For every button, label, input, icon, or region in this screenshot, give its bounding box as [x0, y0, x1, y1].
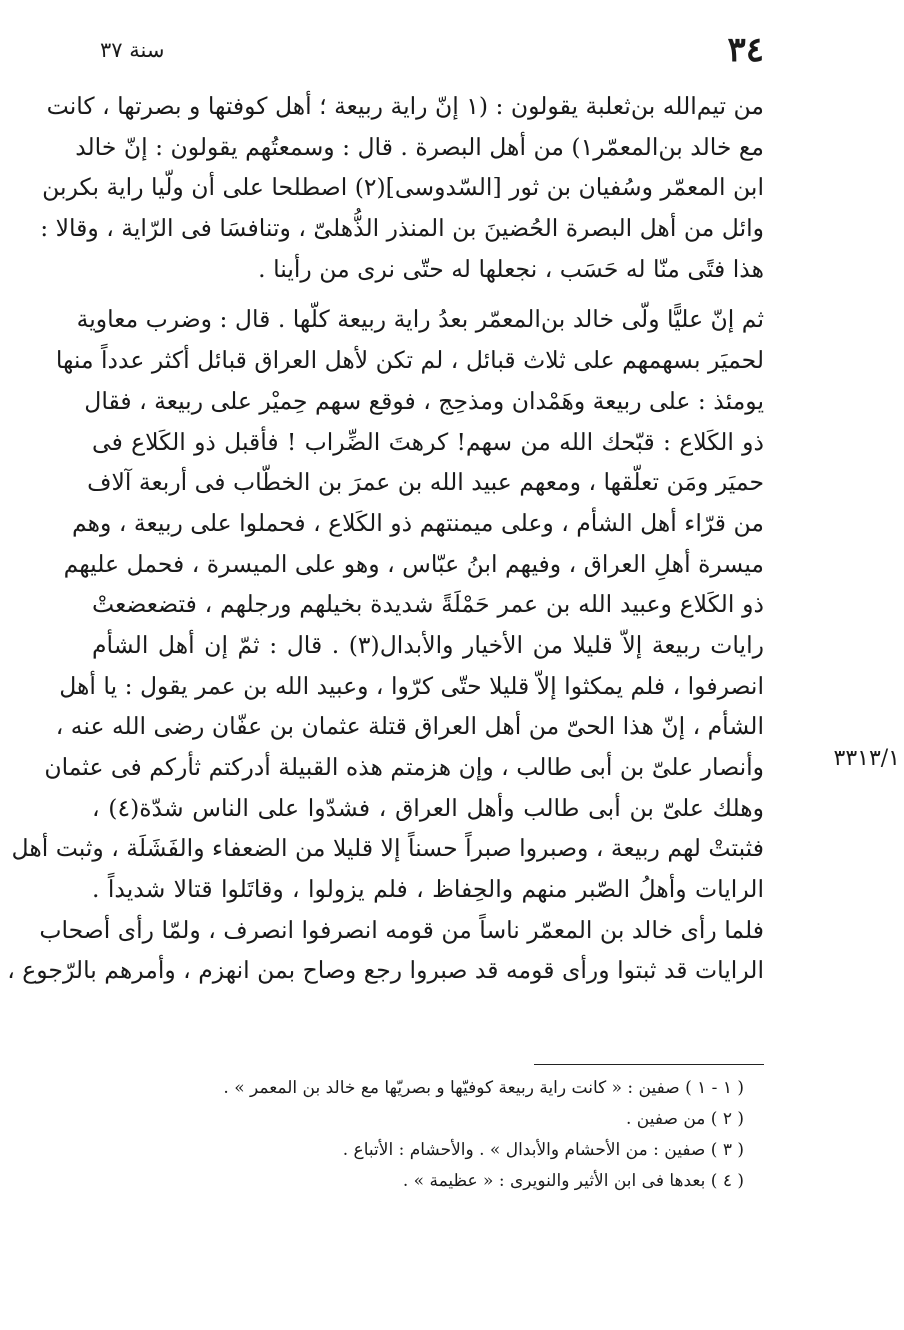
footnote-item: ( ٤ ) بعدها فى ابن الأثير والنويرى : « عظيمة » .	[402, 1171, 744, 1191]
text-line: فلما رأى خالد بن المعمّر ناساً من قومه انصرفوا انصرف ، ولمّا رأى أصحاب	[39, 915, 764, 944]
text-line: يومئذ : على ربيعة وهَمْدان ومذحِج ، فوقع سهم حِميْر على ربيعة ، فقال	[84, 386, 764, 415]
text-line: مع خالد بن‌المعمّر١) من أهل البصرة . قال : وسمعتُهم يقولون : إنّ خالد	[75, 132, 764, 161]
text-line: لحميَر بسهمهم على ثلاث قبائل ، لم تكن لأهل العراق قبائل أكثر عدداً منها	[55, 346, 764, 375]
text-line: انصرفوا ، فلم يمكثوا إلاّ قليلا حتّى كرّوا ، وعبيد الله بن عمر يقول : يا أهل	[59, 671, 764, 700]
footnote-item: ( ٢ ) من صفين .	[626, 1109, 744, 1129]
footnote-item: ( ١ - ١ ) صفين : « كانت راية ربيعة كوفيّها و بصريّها مع خالد بن المعمر » .	[223, 1078, 744, 1098]
body-text	[7, 86, 764, 991]
text-line: من تيم‌الله بن‌ثعلبة يقولون : (١ إنّ راية ربيعة ؛ أهل كوفتها و بصرتها ، كانت	[46, 92, 764, 120]
page-number: ٣٤	[727, 30, 764, 70]
footnotes	[144, 1073, 744, 1197]
margin-reference-number: ٣٣١٣/١	[833, 746, 900, 771]
text-line: حميَر ومَن تعلّقها ، ومعهم عبيد الله بن عمرَ بن الخطّاب فى أربعة آلاف	[87, 468, 764, 497]
text-line: وأنصار علىّ بن أبى طالب ، وإن هزمتم هذه القبيلة أدركتم ثأركم فى عثمان	[44, 753, 764, 781]
text-line: وائل من أهل البصرة الحُضينَ بن المنذر الذُّهلىّ ، وتنافسَا فى الرّاية ، وقالا :	[40, 214, 764, 243]
text-line: ابن المعمّر وسُفيان بن ثور [السّدوسى](٢) اصطلحا على أن ولّيا راية بكربن	[42, 173, 764, 202]
text-line: ذو الكَلاع وعبيد الله بن عمر حَمْلَةً شديدة بخيلهم ورجلهم ، فتضعضعتْ	[92, 590, 764, 619]
text-line: ذو الكَلاع : قبّحك الله من سهم! كرهتَ الضِّراب ! فأقبل ذو الكَلاع فى	[92, 427, 764, 456]
text-line: وهلك علىّ بن أبى طالب وأهل العراق ، فشدّوا على الناس شدّة(٤) ،	[92, 793, 764, 822]
text-line: من قرّاء أهل الشأم ، وعلى ميمنتهم ذو الكَلاع ، فحملوا على ربيعة ، وهم	[72, 508, 764, 537]
paragraph-2	[7, 299, 764, 991]
running-head-year: سنة ٣٧	[100, 38, 165, 62]
text-line: ميسرة أهلِ العراق ، وفيهم ابنُ عبّاس ، وهو على الميسرة ، فحمل عليهم	[63, 549, 764, 578]
paragraph-1	[40, 86, 764, 289]
footnote-divider	[534, 1064, 764, 1065]
text-line: ثم إنّ عليًّا ولّى خالد بن‌المعمّر بعدُ راية ربيعة كلّها . قال : وضرب معاوية	[76, 305, 764, 334]
text-line: الرايات وأهلُ الصّبر منهم والحِفاظ ، فلم يزولوا ، وقاتَلوا قتالا شديداً .	[92, 875, 764, 904]
text-line: فثبتتْ لهم ربيعة ، وصبروا صبراً حسناً إلا قليلا من الضعفاء والفَشَلَة ، وثبت أهل	[11, 834, 764, 863]
footnote-item: ( ٣ ) صفين : من الأحشام والأبدال » . والأحشام : الأتباع .	[342, 1140, 744, 1160]
page-header	[100, 30, 764, 70]
text-line: رايات ربيعة إلاّ قليلا من الأخيار والأبدال(٣) . قال : ثمّ إن أهل الشأم	[92, 630, 764, 659]
text-line: هذا فتًى منّا له حَسَب ، نجعلها له حتّى نرى من رأينا .	[258, 254, 764, 283]
text-line: الشأم ، إنّ هذا الحىّ من أهل العراق قتلة عثمان بن عفّان رضى الله عنه ،	[55, 712, 764, 741]
text-line: الرايات قد ثبتوا ورأى قومه قد صبروا رجع وصاح بمن انهزم ، وأمرهم بالرّجوع ،	[7, 956, 764, 985]
